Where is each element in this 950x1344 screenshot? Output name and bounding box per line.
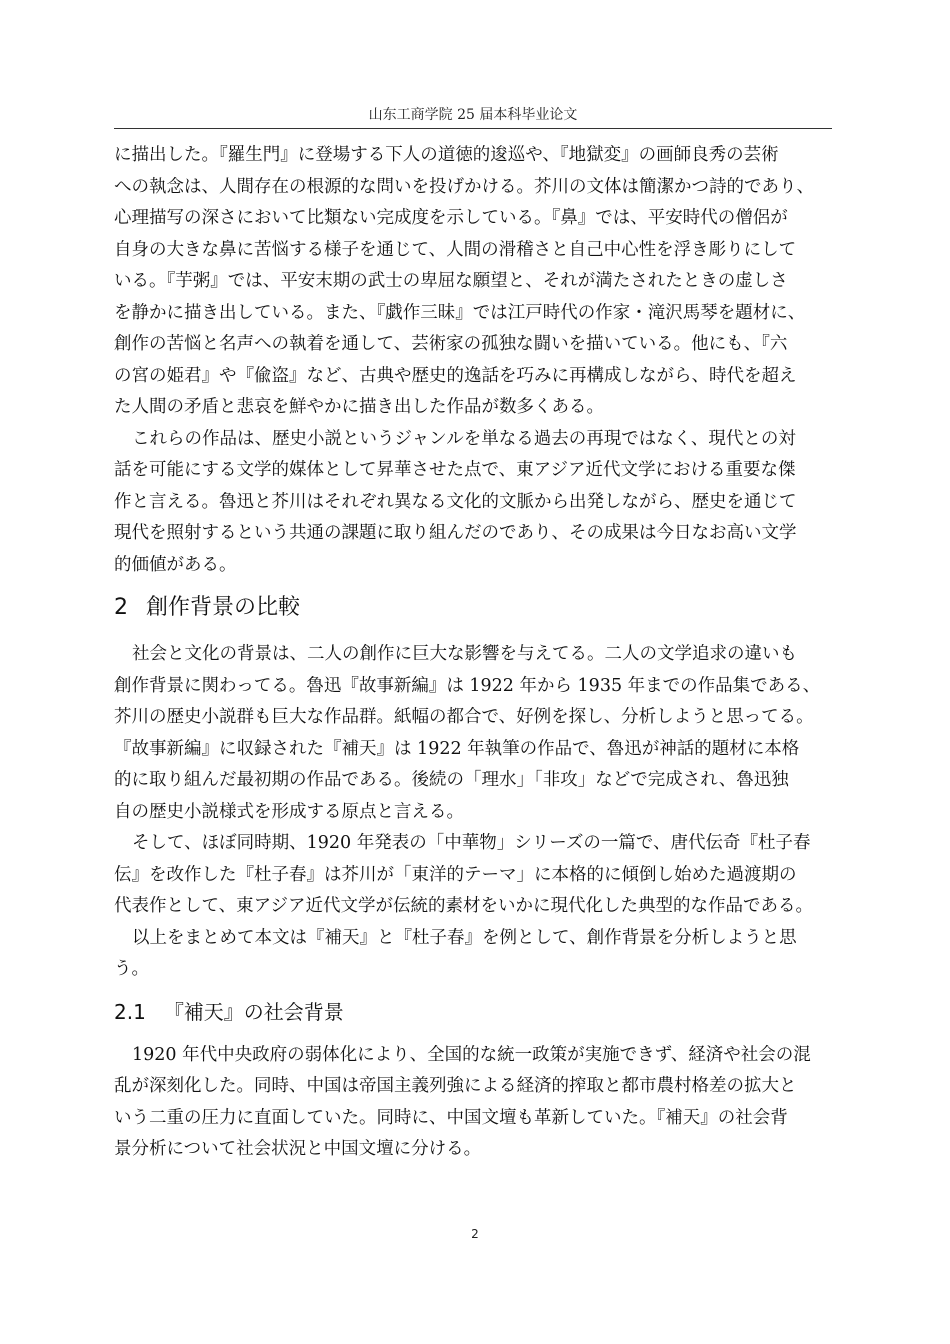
text-line: 『故事新編』に収録された『補天』は 1922 年執筆の作品で、魯迅が神話的題材に本格 — [114, 738, 800, 759]
text-line: 以上をまとめて本文は『補天』と『杜子春』を例として、創作背景を分析しようと思 — [132, 927, 797, 948]
text-line: いる。『芋粥』では、平安末期の武士の卑屈な願望と、それが満たされたときの虚しさ — [114, 271, 788, 291]
paragraph-social-cultural-background — [114, 639, 860, 828]
text-line: 心理描写の深さにおいて比類ない完成度を示している。『鼻』では、平安時代の僧侶が — [114, 208, 788, 228]
paragraph-toshishun — [114, 828, 860, 923]
text-line: 現代を照射するという共通の課題に取り組んだのであり、その成果は今日なお高い文学 — [114, 523, 797, 543]
text-line: に描出した。『羅生門』に登場する下人の道徳的逡巡や、『地獄変』の画師良秀の芸術 — [114, 145, 779, 165]
section-heading-2-1 — [114, 996, 860, 1028]
text-line: 代表作として、東アジア近代文学が伝統的素材をいかに現代化した典型的な作品である。 — [114, 896, 813, 916]
text-line: そして、ほぼ同時期、1920 年発表の「中華物」シリーズの一篇で、唐代伝奇『杜子春 — [132, 833, 811, 853]
subsection-number: 2.1 — [114, 999, 146, 1024]
text-line: への執念は、人間存在の根源的な問いを投げかける。芥川の文体は簡潔かつ詩的であり、 — [114, 176, 814, 197]
text-line: これらの作品は、歴史小説というジャンルを単なる過去の再現ではなく、現代との対 — [132, 428, 796, 449]
text-line: 創作背景に関わってる。魯迅『故事新編』は 1922 年から 1935 年までの作品集である、 — [114, 675, 821, 696]
text-line: た人間の矛盾と悲哀を鮮やかに描き出した作品が数多くある。 — [114, 397, 604, 417]
text-line: 自身の大きな鼻に苦悩する様子を通じて、人間の滑稽さと自己中心性を浮き彫りにして — [114, 239, 797, 260]
section-title: 創作背景の比較 — [146, 595, 301, 620]
text-line: 話を可能にする文学的媒体として昇華させた点で、東アジア近代文学における重要な傑 — [114, 460, 796, 480]
paragraph-historical-novel-significance — [114, 424, 860, 582]
page-number: 2 — [471, 1227, 479, 1241]
text-line: 景分析について社会状況と中国文壇に分ける。 — [114, 1139, 482, 1159]
section-heading-2 — [114, 591, 860, 625]
text-line: を静かに描き出している。また、『戯作三昧』では江戸時代の作家・滝沢馬琴を題材に、 — [114, 302, 806, 323]
text-line: 自の歴史小説様式を形成する原点と言える。 — [114, 801, 464, 822]
text-line: う。 — [114, 959, 149, 979]
text-line: いう二重の圧力に直面していた。同時に、中国文壇も革新していた。『補天』の社会背 — [114, 1107, 788, 1128]
text-line: 芥川の歴史小説群も巨大な作品群。紙幅の都合で、好例を探し、分析しようと思ってる。 — [114, 707, 814, 727]
text-line: 伝』を改作した『杜子春』は芥川が「東洋的テーマ」に本格的に傾倒し始めた過渡期の — [114, 864, 797, 885]
text-line: 創作の苦悩と名声への執着を通して、芸術家の孤独な闘いを描いている。他にも、『六 — [114, 334, 788, 354]
paragraph-summary — [114, 923, 860, 986]
text-line: 作と言える。魯迅と芥川はそれぞれ異なる文化的文脈から出発しながら、歴史を通じて — [114, 491, 797, 512]
body-content — [114, 140, 860, 1166]
text-line: 乱が深刻化した。同時、中国は帝国主義列強による経済的搾取と都市農村格差の拡大と — [114, 1076, 797, 1096]
text-line: 1920 年代中央政府の弱体化により、全国的な統一政策が実施できず、経済や社会の混 — [132, 1044, 811, 1065]
text-line: 的価値がある。 — [114, 554, 237, 575]
text-line: 社会と文化の背景は、二人の創作に巨大な影響を与えてる。二人の文学追求の違いも — [132, 644, 797, 664]
text-line: の宮の姫君』や『偸盗』など、古典や歴史的逸話を巧みに再構成しながら、時代を超え — [114, 365, 797, 386]
section-number: 2 — [114, 595, 128, 620]
paragraph-akutagawa-works — [114, 140, 860, 424]
header-divider — [114, 128, 832, 129]
text-line: 的に取り組んだ最初期の作品である。後続の「理水」「非攻」などで完成され、魯迅独 — [114, 770, 789, 790]
running-header: 山东工商学院 25 届本科毕业论文 — [368, 107, 578, 123]
subsection-title: 『補天』の社会背景 — [163, 999, 344, 1024]
paragraph-1920s-society — [114, 1040, 860, 1166]
